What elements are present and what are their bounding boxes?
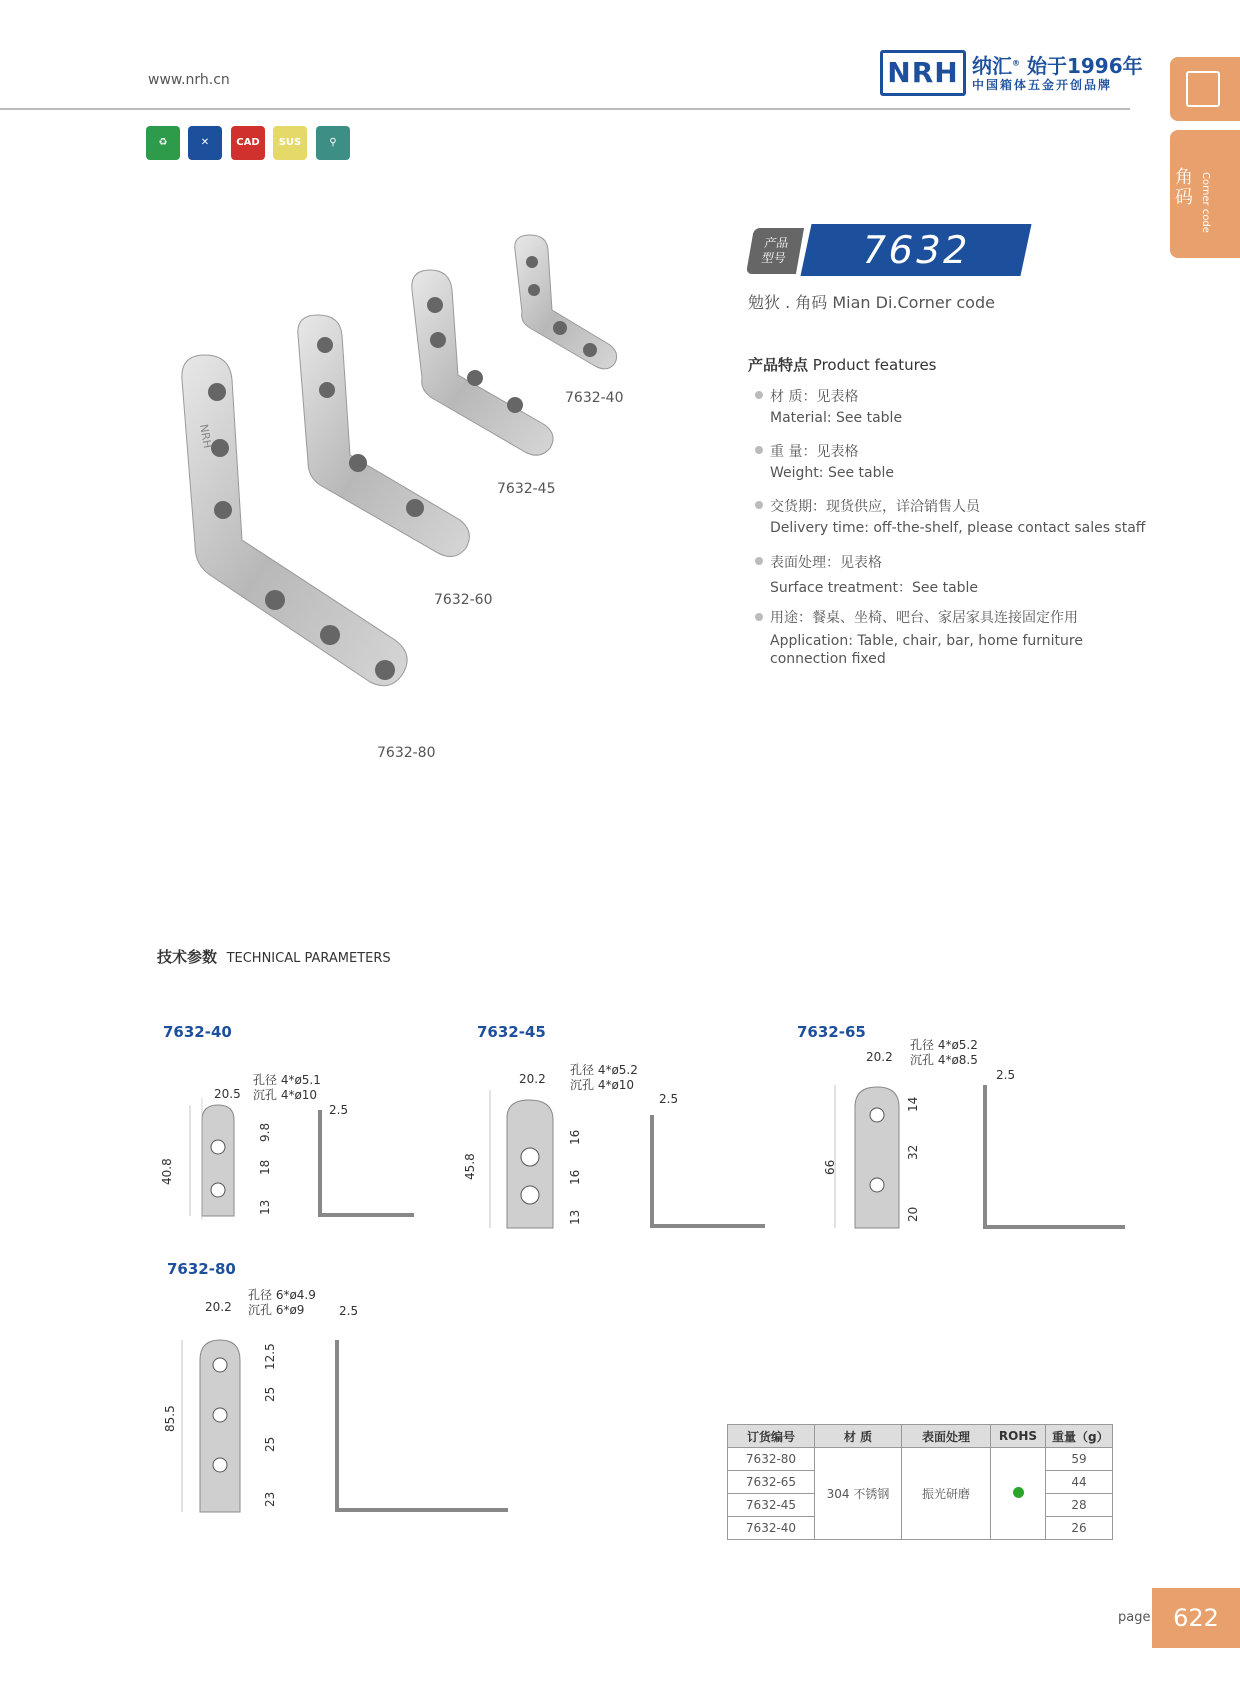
feature-application-cn: 用途：餐桌、坐椅、吧台、家居家具连接固定作用: [770, 610, 1078, 626]
dim-thickness: 2.5: [339, 1304, 359, 1318]
bullet-icon: [755, 446, 763, 454]
eco-icon: ♻: [146, 126, 180, 160]
page-tab-icon[interactable]: [1170, 57, 1240, 121]
table-row-order: 7632-65: [728, 1471, 815, 1494]
tech-title: 技术参数 TECHNICAL PARAMETERS: [157, 948, 391, 966]
dim-b: 32: [906, 1144, 920, 1160]
bullet-icon: [755, 501, 763, 509]
page-number: 622: [1152, 1588, 1240, 1648]
th-weight: 重量（g）: [1046, 1425, 1113, 1448]
drawing-title-65: 7632-65: [797, 1023, 866, 1041]
dim-a: 16: [568, 1129, 582, 1145]
table-row-weight: 26: [1046, 1517, 1113, 1540]
tools-icon: ✕: [188, 126, 222, 160]
table-row-weight: 59: [1046, 1448, 1113, 1471]
features-title: 产品特点 Product features: [748, 356, 937, 374]
table-row-order: 7632-80: [728, 1448, 815, 1471]
feature-delivery-cn: 交货期：现货供应，详洽销售人员: [770, 499, 980, 515]
table-row-order: 7632-40: [728, 1517, 815, 1540]
dim-hole: 孔径 4*ø5.2: [570, 1063, 638, 1077]
spec-table: [727, 1424, 1113, 1540]
feature-surface-en: Surface treatment：See table: [770, 580, 979, 596]
dim-countersink: 沉孔 4*ø10: [253, 1088, 318, 1102]
dim-c: 13: [568, 1209, 582, 1225]
dim-width: 20.2: [866, 1050, 893, 1064]
dim-height: 40.8: [160, 1158, 174, 1185]
screw-icon: ⚲: [316, 126, 350, 160]
dim-a: 14: [906, 1096, 920, 1112]
drawing-80: [160, 1330, 520, 1520]
feature-material-en: Material: See table: [770, 410, 903, 426]
photo-label-45: 7632-45: [497, 481, 556, 497]
category-cn: 角码: [1175, 167, 1193, 208]
category-en: Corner code: [1200, 172, 1211, 233]
feature-material-cn: 材 质：见表格: [770, 389, 859, 405]
feature-surface-cn: 表面处理：见表格: [770, 555, 882, 571]
dim-height: 66: [823, 1159, 837, 1175]
model-label: 产品 型号: [746, 228, 804, 274]
bullet-icon: [755, 391, 763, 399]
table-row-weight: 28: [1046, 1494, 1113, 1517]
feature-application-en: Application: Table, chair, bar, home furniture connection fixed: [770, 633, 1083, 667]
th-rohs: ROHS: [991, 1425, 1046, 1448]
th-surface: 表面处理: [902, 1425, 991, 1448]
drawing-45: [465, 1080, 775, 1230]
photo-label-60: 7632-60: [434, 592, 493, 608]
feature-weight-cn: 重 量：见表格: [770, 444, 859, 460]
bullet-icon: [755, 557, 763, 565]
sus-icon: SUS: [273, 126, 307, 160]
material-cell: 304 不锈钢: [815, 1448, 902, 1540]
brand-slogan: 中国箱体五金开创品牌: [972, 78, 1113, 92]
dim-b: 16: [568, 1169, 582, 1185]
dim-thickness: 2.5: [996, 1068, 1016, 1082]
th-order: 订货编号: [728, 1425, 815, 1448]
nrh-logo: NRH: [880, 50, 966, 96]
dim-d: 23: [263, 1491, 277, 1507]
photo-label-40: 7632-40: [565, 390, 624, 406]
photo-label-80: 7632-80: [377, 745, 436, 761]
dim-a: 12.5: [263, 1343, 277, 1370]
dim-hole: 孔径 6*ø4.9: [248, 1288, 316, 1302]
bullet-icon: [755, 613, 763, 621]
site-url[interactable]: www.nrh.cn: [148, 72, 230, 88]
dim-thickness: 2.5: [659, 1092, 679, 1106]
dim-height: 85.5: [163, 1405, 177, 1432]
header-divider: [0, 108, 1130, 110]
dim-c: 20: [906, 1206, 920, 1222]
product-name: 勉狄 . 角码 Mian Di.Corner code: [748, 293, 995, 312]
dim-thickness: 2.5: [329, 1103, 349, 1117]
dim-a: 9.8: [258, 1122, 272, 1142]
dim-b: 18: [258, 1159, 272, 1175]
page-label: page: [1118, 1610, 1151, 1625]
dim-width: 20.2: [205, 1300, 232, 1314]
drawing-65: [820, 1075, 1130, 1235]
svg-text:NRH: NRH: [197, 423, 215, 450]
drawing-title-80: 7632-80: [167, 1260, 236, 1278]
dim-hole: 孔径 4*ø5.1: [253, 1073, 321, 1087]
dim-c: 25: [263, 1436, 277, 1452]
feature-weight-en: Weight: See table: [770, 465, 894, 481]
dim-height: 45.8: [463, 1153, 477, 1180]
dim-hole: 孔径 4*ø5.2: [910, 1038, 978, 1052]
feature-delivery-en: Delivery time: off-the-shelf, please contact sales staff: [770, 520, 1146, 536]
rohs-dot-icon: [1013, 1487, 1024, 1498]
dim-width: 20.2: [519, 1072, 546, 1086]
table-row-weight: 44: [1046, 1471, 1113, 1494]
dim-b: 25: [263, 1386, 277, 1402]
surface-cell: 振光研磨: [902, 1448, 991, 1540]
product-photo: [170, 230, 650, 770]
dim-countersink: 沉孔 4*ø8.5: [910, 1053, 978, 1067]
rohs-cell: [991, 1448, 1046, 1540]
model-number: 7632: [800, 224, 1031, 276]
dim-countersink: 沉孔 6*ø9: [248, 1303, 305, 1317]
dim-countersink: 沉孔 4*ø10: [570, 1078, 635, 1092]
table-row-order: 7632-45: [728, 1494, 815, 1517]
dim-width: 20.5: [214, 1087, 241, 1101]
th-material: 材 质: [815, 1425, 902, 1448]
drawing-title-40: 7632-40: [163, 1023, 232, 1041]
drawing-title-45: 7632-45: [477, 1023, 546, 1041]
brand-name: 纳汇® 始于1996年: [972, 54, 1143, 78]
cad-icon: CAD: [231, 126, 265, 160]
dim-c: 13: [258, 1199, 272, 1215]
document-icon: [1186, 71, 1220, 107]
